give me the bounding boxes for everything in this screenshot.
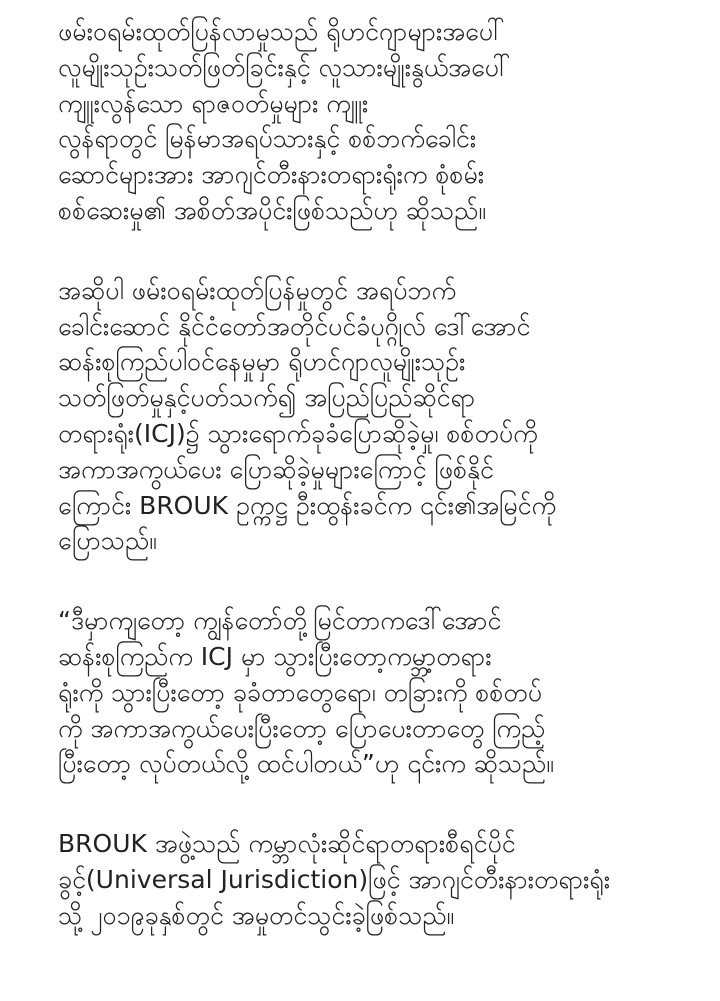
text-line: အဆိုပါ ဖမ်းဝရမ်းထုတ်ပြန်မှုတွင် အရပ်ဘက် xyxy=(58,275,457,305)
text-line: ကို အကာအကွယ်ပေးပြီးတော့ ပြောပေးတာတွေ ကြည့် xyxy=(58,713,546,743)
text-line: ဆန်းစုကြည်က ICJ မှာ သွားပြီးတော့ကမ္ဘာ့တရား xyxy=(58,641,492,671)
text-line: လူမျိုးသုဉ်းသတ်ဖြတ်ခြင်းနှင့် လူသားမျိုးနွယ်အပေါ် xyxy=(58,52,511,82)
text-line: သတ်ဖြတ်မှုနှင့်ပတ်သက်၍ အပြည်ပြည်ဆိုင်ရာ xyxy=(58,383,476,413)
paragraph-2 xyxy=(58,273,708,559)
article-body xyxy=(58,14,708,978)
text-line: တရားရုံး(ICJ)၌ သွားရောက်ခုခံပြောဆိုခဲ့မှု၊ စစ်တပ်ကို xyxy=(58,418,538,448)
text-line: ဆောင်များအား အာဂျင်တီးနားတရားရုံးက စုံစမ်း xyxy=(58,160,485,190)
text-line: ကြောင်း BROUK ဥက္ကဋ္ဌ ဦးထွန်းခင်က ၎င်း၏အမြင်ကို xyxy=(58,490,556,520)
text-line: သို့ ၂၀၁၉ခုနှစ်တွင် အမှုတင်သွင်းခဲ့ဖြစ်သည်။ xyxy=(58,900,455,930)
text-line: ရုံးကို သွားပြီးတော့ ခုခံတာတွေရော၊ တခြားကို စစ်တပ် xyxy=(58,677,542,707)
text-line: ဆန်းစုကြည်ပါဝင်နေမှုမှာ ရိုဟင်ဂျာလူမျိုးသုဉ်း xyxy=(58,347,466,377)
text-line: ခေါင်းဆောင် နိုင်ငံတော်အတိုင်ပင်ခံပုဂ္ဂိုလ် ဒေါ်အောင် xyxy=(58,311,531,341)
text-line: ပြီးတော့ လုပ်တယ်လို့ ထင်ပါတယ်”ဟု ၎င်းက ဆိုသည်။ xyxy=(58,749,554,779)
text-line: စစ်ဆေးမှု၏ အစိတ်အပိုင်းဖြစ်သည်ဟု ဆိုသည်။ xyxy=(58,195,486,225)
text-line: ပြောသည်။ xyxy=(58,526,157,556)
text-line: အကာအကွယ်ပေး ပြောဆိုခဲ့မှုများကြောင့် ဖြစ်နိုင် xyxy=(58,454,494,484)
text-line: ခွင့်(Universal Jurisdiction)ဖြင့် အာဂျင်တီးနားတရားရုံး xyxy=(58,864,611,894)
text-line: “ဒီမှာကျတော့ ကျွန်တော်တို့မြင်တာကဒေါ်အောင် xyxy=(58,606,502,636)
paragraph-3-quote xyxy=(58,603,708,782)
text-line: လွန်ရာတွင် မြန်မာအရပ်သားနှင့် စစ်ဘက်ခေါင်း xyxy=(58,124,477,154)
paragraph-1 xyxy=(58,14,708,229)
text-line: BROUK အဖွဲ့သည် ကမ္ဘာလုံးဆိုင်ရာတရားစီရင်ပိုင် xyxy=(58,829,516,859)
text-line: ကျူးလွန်သော ရာဇဝတ်မှုများ ကျူး xyxy=(58,88,369,118)
text-line: ဖမ်းဝရမ်းထုတ်ပြန်လာမှုသည် ရိုဟင်ဂျာများအပေါ် xyxy=(58,17,505,46)
paragraph-4 xyxy=(58,826,708,933)
